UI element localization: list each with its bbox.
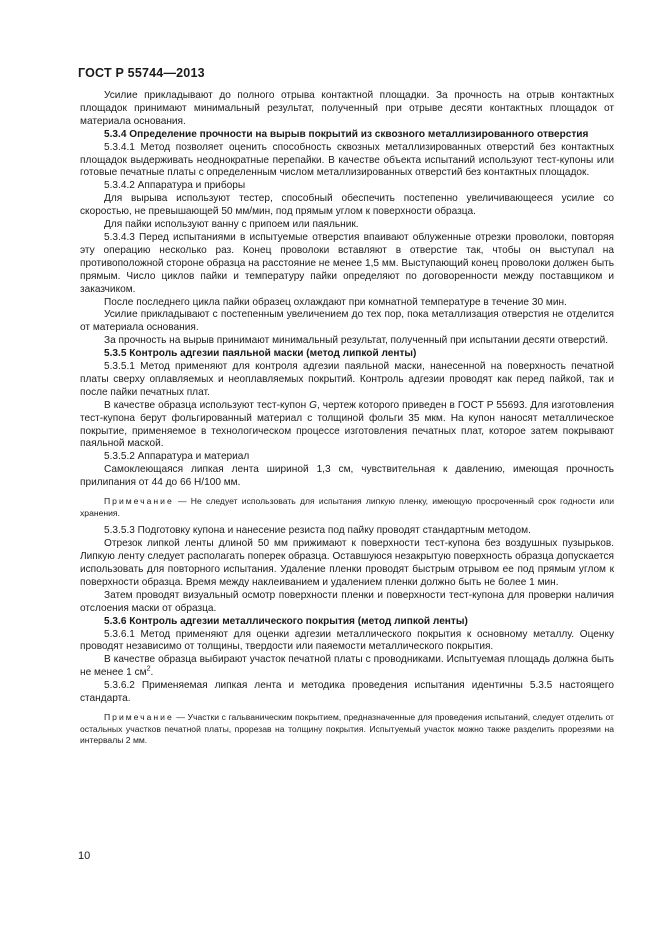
note: [80, 496, 614, 519]
paragraph: 5.3.4.1 Метод позволяет оценить способность сквозных металлизированных отверстий без контактных площадок выдерживать неоднократные перепайки. В качестве объекта испытаний используют тест-купоны или готовые печатные платы с определенным числом металлизированных отверстий без контактных площадок.: [80, 141, 614, 179]
page-number: 10: [78, 850, 91, 862]
text-run: В качестве образца выбирают участок печатной платы с проводниками. Испытуемая площадь должна быть не менее 1 см: [80, 654, 614, 679]
paragraph: [80, 400, 614, 452]
paragraph: 5.3.5.1 Метод применяют для контроля адгезии паяльной маски, нанесенной на поверхность печатной платы сверху оплавляемых и неоплавляемых покрытий. Контроль адгезии проводят как перед пайкой, так и после пайки печатных плат.: [80, 361, 614, 398]
note-label: Примечание: [104, 711, 174, 722]
paragraph: Самоклеющаяся липкая лента шириной 1,3 см, чувствительная к давлению, имеющая прочность прилипания от 44 до 66 Н/100 мм.: [80, 464, 614, 489]
paragraph: 5.3.4.3 Перед испытаниями в испытуемые отверстия впаивают облуженные отрезки проволоки, повторяя эту операцию несколько раз. Конец проволоки вставляют в отверстие так, чтобы он выступал на противоположной стороне образца на расстояние не менее 1,5 мм. Выступающий конец проволоки должен быть прямым. Число циклов пайки и температуру пайки определяют по договоренности между поставщиком и заказчиком.: [80, 231, 614, 295]
note-text: — Не следует использовать для испытания липкую пленку, имеющую просроченный срок годности или хранения.: [80, 496, 614, 518]
paragraph: Усилие прикладывают до полного отрыва контактной площадки. За прочность на отрыв контактных площадок принимают минимальный результат, полученный при отрыве десяти контактных площадок от материала основания.: [80, 90, 614, 127]
subsection-title: 5.3.5.2 Аппаратура и материал: [104, 451, 250, 463]
paragraph: За прочность на вырыв принимают минимальный результат, полученный при испытании десяти отверстий.: [104, 335, 609, 347]
paragraph: 5.3.5.3 Подготовку купона и нанесение резиста под пайку проводят стандартным методом.: [104, 525, 531, 537]
section-heading: 5.3.5 Контроль адгезии паяльной маски (метод липкой ленты): [104, 348, 417, 360]
text-run: В качестве образца используют тест-купон: [104, 399, 310, 411]
paragraph: Для вырыва используют тестер, способный обеспечить постепенно увеличивающееся усилие со скоростью, не превышающей 50 мм/мин, под прямым углом к поверхности образца.: [80, 193, 614, 218]
paragraph: [80, 654, 614, 680]
paragraph: После последнего цикла пайки образец охлаждают при комнатной температуре в течение 30 мин.: [104, 296, 567, 308]
section-heading: 5.3.4 Определение прочности на вырыв покрытий из сквозного металлизированного отверстия: [104, 128, 589, 140]
paragraph: Затем проводят визуальный осмотр поверхности пленки и поверхности тест-купона для проверки наличия отслоения маски от образца.: [80, 589, 614, 614]
paragraph: 5.3.6.2 Применяемая липкая лента и методика проведения испытания идентичны 5.3.5 настоящего стандарта.: [80, 680, 614, 705]
subsection-title: 5.3.4.2 Аппаратура и приборы: [104, 180, 246, 192]
paragraph: Отрезок липкой ленты длиной 50 мм прижимают к поверхности тест-купона без воздушных пузырьков. Липкую ленту следует располагать поперек образца. Оставшуюся незакрытую поверхность образца допускается использовать для повторного испытания. Удаление пленки проводят быстрым отрывом ее под прямым углом к поверхности образца. Время между наклеиванием и удалением пленки должно быть не более 1 мин.: [80, 538, 614, 588]
section-heading: 5.3.6 Контроль адгезии металлического покрытия (метод липкой ленты): [104, 615, 468, 627]
note-text: — Участки с гальваническим покрытием, предназначенные для проведения испытаний, следует отделить от остальных участков печатной платы, прорезав на толщину покрытия. Испытуемый участок можно также разделить прорезями на интервалы 2 мм.: [80, 711, 614, 746]
page-content: [80, 90, 614, 753]
paragraph: 5.3.6.1 Метод применяют для оценки адгезии металлического покрытия к основному металлу. Оценку проводят независимо от толщины, твердости или паяемости металлического покрытия.: [80, 628, 614, 653]
text-run: , чертеж которого приведен в ГОСТ Р 55693. Для изготовления тест-купона берут фольгированный материал с толщиной фольги 35 мкм. На купон наносят металлическое покрытие, применяемое в технологическом процессе изготовления печатных плат, которое затем покрывают паяльной маской.: [80, 399, 614, 450]
superscript: 2: [146, 665, 151, 673]
page-header: ГОСТ Р 55744—2013: [78, 66, 205, 80]
paragraph: Для пайки используют ванну с припоем или паяльник.: [104, 219, 359, 231]
paragraph: Усилие прикладывают с постепенным увеличением до тех пор, пока металлизация отверстия не отделится от материала основания.: [80, 309, 614, 334]
note-label: Примечание: [104, 496, 174, 507]
text-run: .: [150, 667, 154, 679]
note: [80, 712, 614, 747]
coupon-designation: G: [309, 399, 318, 411]
